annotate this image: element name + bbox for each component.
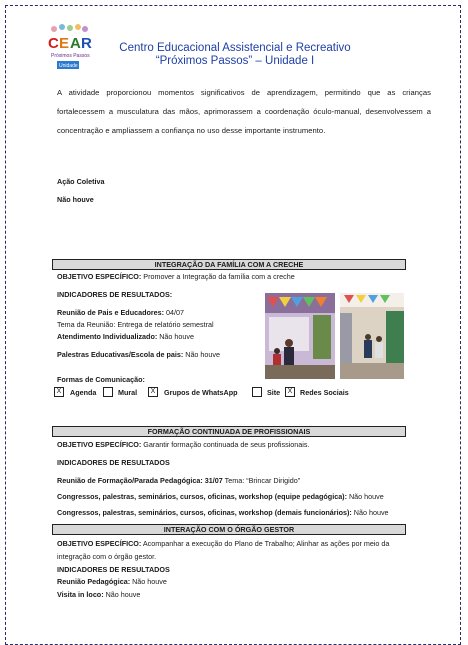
training-indicators-label: INDICADORES DE RESULTADOS [57,458,170,467]
management-indicators-label: INDICADORES DE RESULTADOS [57,565,170,574]
family-objective [57,272,295,282]
management-objective-value: Acompanhar a execução do Plano de Trabalho; Alinhar as ações por meio da [141,539,390,548]
checkbox-whatsapp[interactable]: X [148,387,158,397]
cear-logo [45,22,93,74]
family-indicators-label: INDICADORES DE RESULTADOS: [57,290,173,299]
family-atendimento-value: Não houve [157,332,194,341]
meeting-photo-1 [265,293,335,379]
family-palestras-value: Não houve [183,350,221,359]
section-management-title: INTERAÇÃO COM O ÓRGÃO GESTOR [52,524,406,535]
management-visita-label: Visita in loco: [57,590,104,599]
family-palestras [57,350,220,360]
org-title [100,42,370,68]
training-cong1-label: Congressos, palestras, seminários, cursos, oficinas, workshop (equipe pedagógica): [57,492,347,501]
training-objective [57,440,309,450]
management-visita-value: Não houve [103,590,141,599]
training-objective-label: OBJETIVO ESPECÍFICO: [57,440,142,449]
channel-agenda-label: Agenda [70,388,97,397]
checkbox-agenda[interactable]: X [54,387,64,397]
section-training-title: FORMAÇÃO CONTINUADA DE PROFISSIONAIS [52,426,406,437]
checkbox-site[interactable] [252,387,262,397]
training-congressos-pedagogica [57,492,384,502]
svg-text:E: E [59,35,70,52]
management-visita [57,590,140,600]
family-meeting-value: 04/07 [164,308,185,317]
family-meeting [57,308,184,318]
family-atendimento-label: Atendimento Individualizado: [57,332,158,341]
training-reuniao-label: Reunião de Formação/Parada Pedagógica: 31/07 [57,476,223,485]
checkbox-redes-sociais[interactable]: X [285,387,295,397]
family-meeting-theme: Tema da Reunião: Entrega de relatório semestral [57,320,214,329]
training-objective-value: Garantir formação continuada de seus profissionais. [141,440,310,449]
photo-1-art [265,293,335,379]
channel-mural-label: Mural [118,388,138,397]
meeting-photo-2 [340,293,404,379]
svg-text:R: R [81,35,92,52]
family-forms-label: Formas de Comunicação: [57,375,145,384]
family-objective-label: OBJETIVO ESPECÍFICO: [57,272,142,281]
management-objective-label: OBJETIVO ESPECÍFICO: [57,539,142,548]
management-reuniao-value: Não houve [130,577,167,586]
training-reuniao [57,476,300,486]
org-line-2: “Próximos Passos” – Unidade I [155,55,315,67]
channel-redes-sociais-label: Redes Sociais [300,388,349,397]
management-reuniao-label: Reunião Pedagógica: [57,577,131,586]
training-cong2-label: Congressos, palestras, seminários, cursos, oficinas, workshop (demais funcionários): [57,508,352,517]
svg-text:Unidade I: Unidade I [59,63,81,69]
training-reuniao-value: Tema: “Brincar Dirigido” [222,476,301,485]
org-line-1: Centro Educacional Assistencial e Recreativo [119,42,351,54]
svg-text:Próximos Passos: Próximos Passos [51,53,90,59]
svg-text:C: C [48,35,59,52]
section-family-title: INTEGRAÇÃO DA FAMÍLIA COM A CRECHE [52,259,406,270]
training-cong2-value: Não houve [351,508,389,517]
training-cong1-value: Não houve [346,492,384,501]
svg-text:A: A [70,35,81,52]
training-congressos-funcionarios [57,508,389,518]
channel-whatsapp-label: Grupos de WhatsApp [164,388,238,397]
management-objective [57,539,389,549]
family-palestras-label: Palestras Educativas/Escola de pais: [57,350,184,359]
intro-paragraph: A atividade proporcionou momentos significativos de aprendizagem, permitindo que as crianças fortalecessem a musculatura das mãos, aprimorassem a coordenação óculo-manual, desenvolvessem a concentração e ampliassem a confiança no uso desse importante instrumento. [57,88,431,135]
family-objective-value: Promover a Integração da família com a creche [141,272,295,281]
checkbox-mural[interactable] [103,387,113,397]
channel-site-label: Site [267,388,281,397]
family-atendimento [57,332,194,342]
acao-value: Não houve [57,195,94,204]
management-objective-cont: integração com o órgão gestor. [57,552,157,561]
logo-art [45,22,93,74]
photo-2-art [340,293,404,379]
family-meeting-label: Reunião de Pais e Educadores: [57,308,165,317]
management-reuniao [57,577,167,587]
acao-label: Ação Coletiva [57,177,105,186]
